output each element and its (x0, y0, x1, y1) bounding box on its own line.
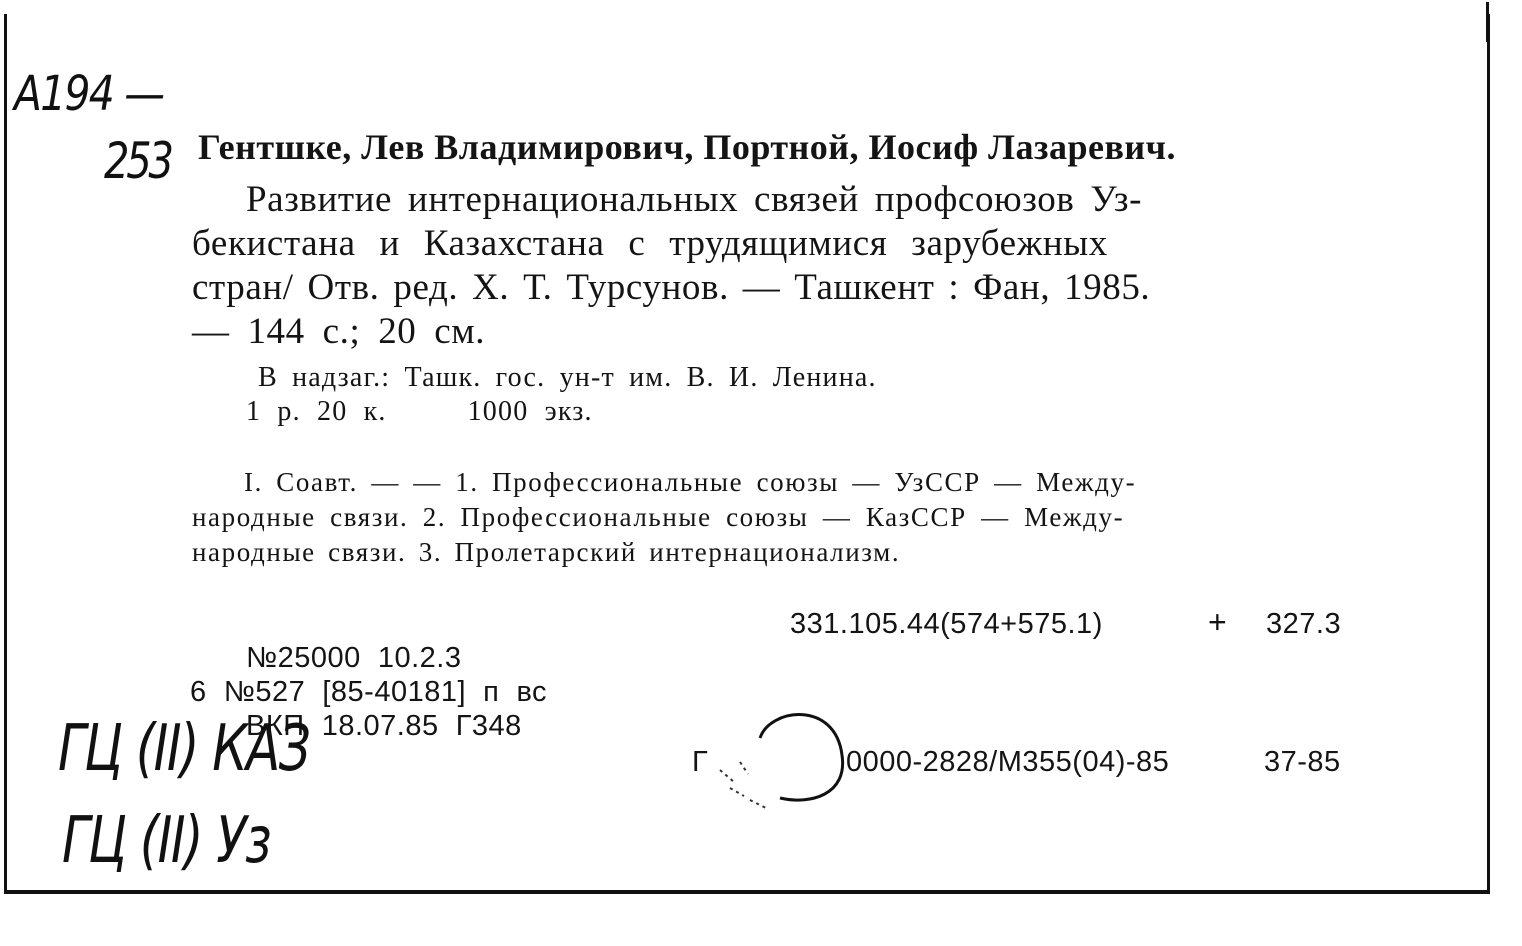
stamp-circle (700, 700, 850, 830)
title-line-4: — 144 с.; 20 см. (192, 311, 486, 352)
title-line-3: стран/ Отв. ред. Х. Т. Турсунов. — Ташкент : Фан, 1985. (192, 267, 1151, 308)
bbk-index: 327.3 (1266, 608, 1342, 640)
handwritten-shelfmark-2: 253 (104, 132, 171, 190)
vkp-code: ВКП 18.07.85 Г348 (246, 710, 522, 742)
title-line-1: Развитие интернациональных связей профсоюзов Уз- (246, 179, 1142, 220)
title-line-2: бекистана и Казахстана с трудящимися зарубежных (192, 223, 1108, 264)
note-line-1: В надзаг.: Ташк. гос. ун-т им. В. И. Ленина. (258, 362, 877, 393)
tracing-line-3: народные связи. 3. Пролетарский интернационализм. (192, 537, 901, 567)
tracing-line-2: народные связи. 2. Профессиональные союзы — КазССР — Между- (192, 502, 1125, 532)
g-letter: Г (692, 746, 709, 778)
handwritten-shelfmark-1: А194 — (14, 66, 164, 122)
handwritten-note-2: ГЦ (II) Уз (62, 804, 271, 878)
udc-index: 331.105.44(574+575.1) (790, 608, 1103, 640)
price-code: 37-85 (1264, 746, 1341, 778)
distribution-code: №25000 10.2.3 (246, 642, 462, 674)
card-edge (1486, 2, 1489, 42)
handwritten-note-1: ГЦ (II) КАЗ (58, 712, 310, 786)
catalog-number: 0000-2828/М355(04)-85 (846, 746, 1170, 778)
tracing-line-1: I. Соавт. — — 1. Профессиональные союзы — УзССР — Между- (244, 467, 1137, 497)
note-line-2: 1 р. 20 к. 1000 экз. (246, 396, 593, 427)
order-code: 6 №527 [85-40181] п вс (190, 676, 548, 708)
author-line: Гентшке, Лев Владимирович, Портной, Иосиф Лазаревич. (198, 127, 1176, 167)
plus-sign: + (1208, 604, 1228, 640)
